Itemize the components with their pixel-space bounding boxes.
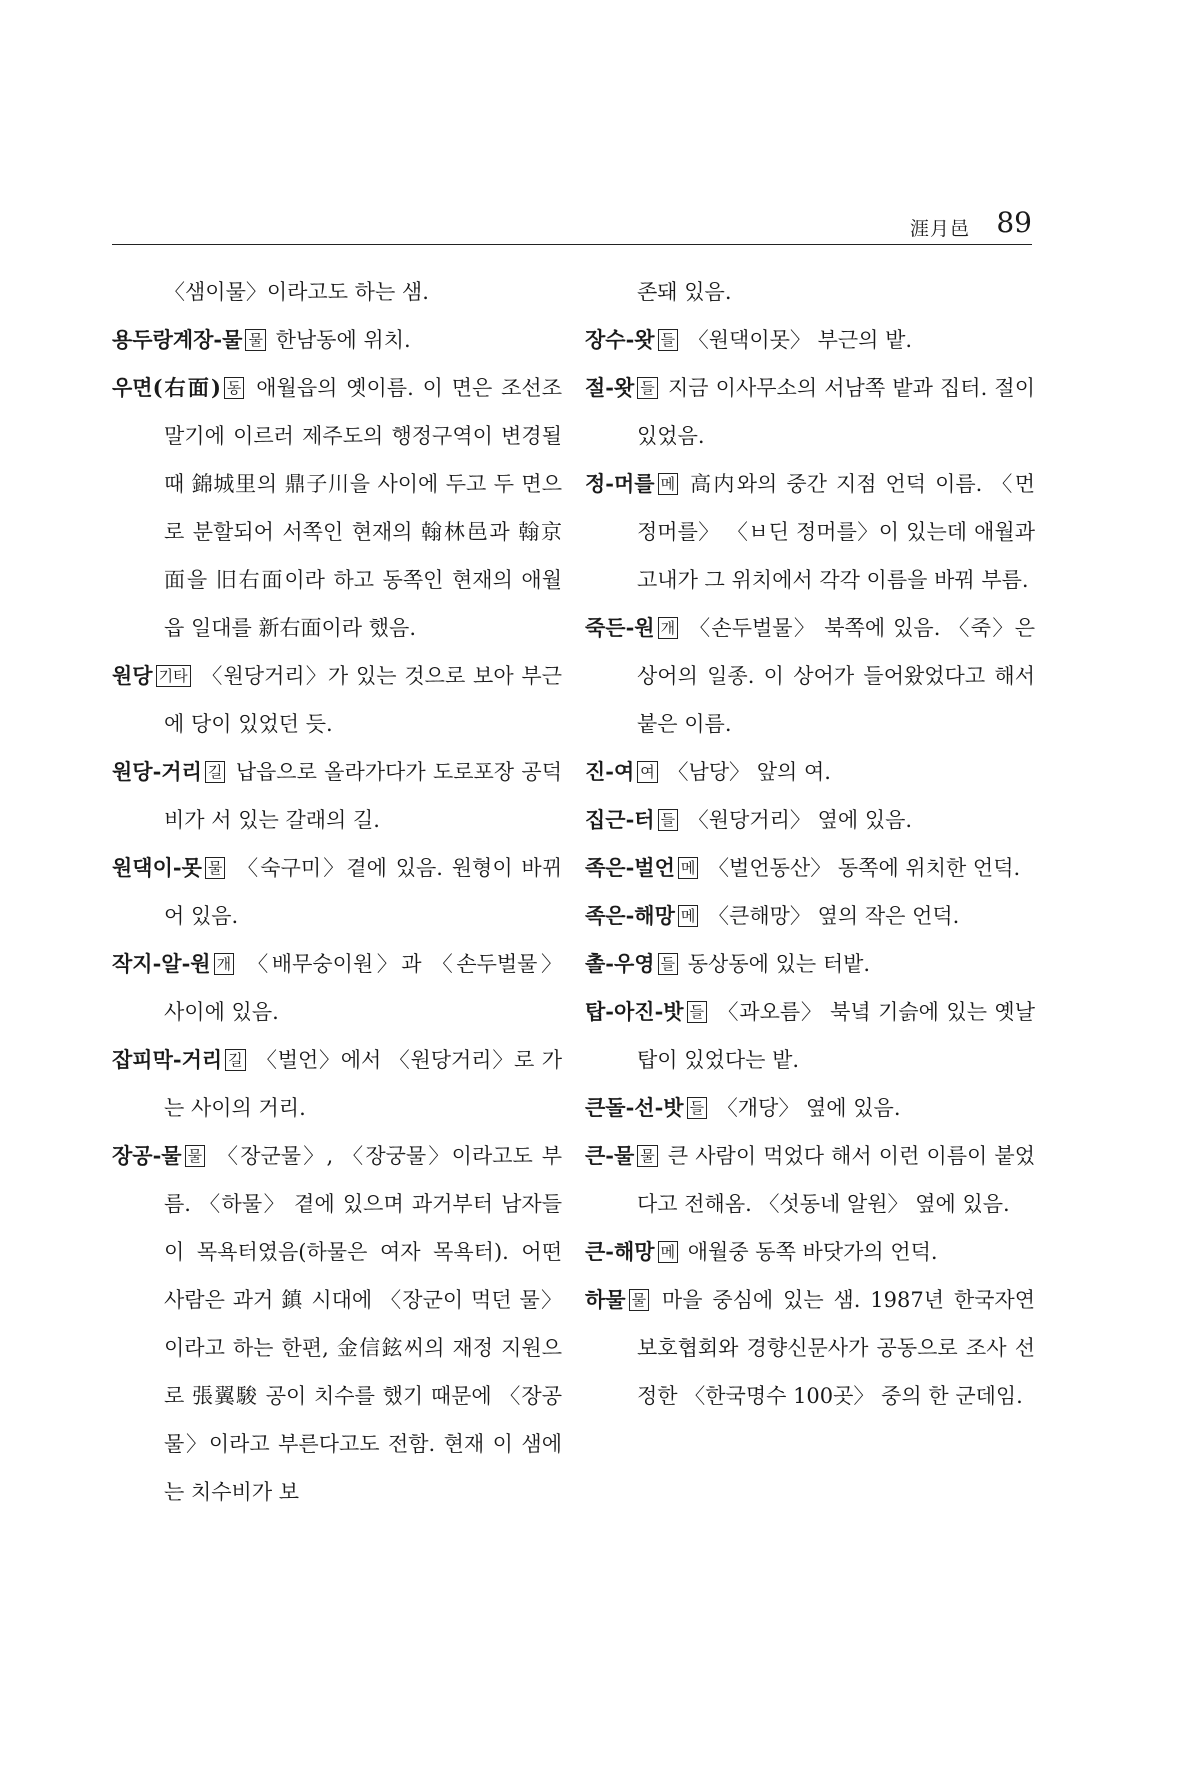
entry-headword: 탑-아진-밧 xyxy=(585,999,684,1024)
entry-text: 〈배무숭이원〉과 〈손두벌물〉 사이에 있음. xyxy=(164,952,562,1024)
dictionary-entry xyxy=(112,652,562,748)
entry-text: 납읍으로 올라가다가 도로포장 공덕비가 서 있는 갈래의 길. xyxy=(164,760,562,832)
dictionary-entry xyxy=(585,364,1035,460)
entry-text: 〈장군물〉, 〈장궁물〉이라고도 부름. 〈하물〉 곁에 있으며 과거부터 남자들이 목욕터였음(하물은 여자 목욕터). 어떤 사람은 과거 鎮 시대에 〈장군이 먹던 물〉이라고 하는 한편, 金信鉉씨의 재정 지원으로 張翼駿 공이 치수를 했기 때문에 〈장공물〉이라고 부른다고도 전함. 현재 이 샘에는 치수비가 보 xyxy=(164,1144,562,1504)
category-badge: 메 xyxy=(678,905,699,927)
header-title: 涯月邑 xyxy=(909,218,970,240)
entry-headword: 용두랑계장-물 xyxy=(112,327,243,352)
entry-text: 〈과오름〉 북녘 기슭에 있는 옛날 탑이 있었다는 밭. xyxy=(637,1000,1035,1072)
dictionary-entry xyxy=(585,1276,1035,1420)
dictionary-entry xyxy=(585,316,1035,364)
category-badge: 들 xyxy=(687,1001,708,1023)
dictionary-entry xyxy=(112,1036,562,1132)
category-badge: 물 xyxy=(637,1145,658,1167)
dictionary-entry xyxy=(112,1132,562,1516)
dictionary-entry xyxy=(112,748,562,844)
dictionary-entry xyxy=(585,988,1035,1084)
dictionary-entry xyxy=(585,1084,1035,1132)
category-badge: 들 xyxy=(637,377,658,399)
dictionary-entry xyxy=(585,748,1035,796)
entry-headword: 원댁이-못 xyxy=(112,855,202,880)
entry-headword: 족은-벌언 xyxy=(585,855,675,880)
dictionary-entry xyxy=(585,1228,1035,1276)
category-badge: 메 xyxy=(658,473,679,495)
entry-headword: 장공-물 xyxy=(112,1143,182,1168)
entry-text: 〈남당〉 앞의 여. xyxy=(660,760,831,784)
category-badge: 기타 xyxy=(156,665,191,687)
category-badge: 들 xyxy=(658,809,679,831)
dictionary-entry xyxy=(585,844,1035,892)
entry-headword: 큰-해망 xyxy=(585,1239,655,1264)
category-badge: 동 xyxy=(224,377,245,399)
entry-text: 한남동에 위치. xyxy=(268,328,411,352)
category-badge: 들 xyxy=(658,953,679,975)
entry-text: 동상동에 있는 터밭. xyxy=(681,952,871,976)
dictionary-entry xyxy=(112,364,562,652)
entry-headword: 원당-거리 xyxy=(112,759,202,784)
category-badge: 메 xyxy=(658,1241,679,1263)
entry-headword: 잡피막-거리 xyxy=(112,1047,223,1072)
entry-headword: 우면(右面) xyxy=(112,375,221,400)
entry-text: 존돼 있음. xyxy=(637,280,732,304)
entry-text: 〈벌언동산〉 동쪽에 위치한 언덕. xyxy=(701,856,1021,880)
entry-headword: 진-여 xyxy=(585,759,635,784)
entry-headword: 큰-물 xyxy=(585,1143,635,1168)
dictionary-entry xyxy=(112,316,562,364)
category-badge: 들 xyxy=(658,329,679,351)
entry-text: 〈벌언〉에서 〈원당거리〉로 가는 사이의 거리. xyxy=(164,1048,562,1120)
dictionary-entry xyxy=(585,796,1035,844)
entry-text: 〈손두벌물〉 북쪽에 있음. 〈죽〉은 상어의 일종. 이 상어가 들어왔었다고 해서 붙은 이름. xyxy=(637,616,1035,736)
dictionary-entry xyxy=(585,268,1035,316)
entry-headword: 촐-우영 xyxy=(585,951,655,976)
entry-text: 〈원당거리〉가 있는 것으로 보아 부근에 당이 있었던 듯. xyxy=(164,664,562,736)
entry-headword: 작지-알-원 xyxy=(112,951,211,976)
right-column xyxy=(585,268,1035,1420)
entry-text: 高内와의 중간 지점 언덕 이름. 〈먼 정머를〉 〈ㅂ딘 정머를〉이 있는데 애월과 고내가 그 위치에서 각각 이름을 바꿔 부름. xyxy=(637,472,1035,592)
entry-text: 〈숙구미〉곁에 있음. 원형이 바뀌어 있음. xyxy=(164,856,562,928)
entry-headword: 하물 xyxy=(585,1287,626,1312)
page-number: 89 xyxy=(996,206,1032,239)
category-badge: 길 xyxy=(225,1049,246,1071)
entry-text: 〈개당〉 옆에 있음. xyxy=(710,1096,901,1120)
dictionary-entry xyxy=(112,940,562,1036)
category-badge: 물 xyxy=(245,329,266,351)
category-badge: 물 xyxy=(185,1145,206,1167)
category-badge: 여 xyxy=(637,761,658,783)
category-badge: 물 xyxy=(205,857,226,879)
entry-text: 마을 중심에 있는 샘. 1987년 한국자연보호협회와 경향신문사가 공동으로 조사 선정한 〈한국명수 100곳〉 중의 한 군데임. xyxy=(637,1288,1035,1408)
entry-text: 애월중 동쪽 바닷가의 언덕. xyxy=(681,1240,938,1264)
dictionary-entry xyxy=(585,460,1035,604)
entry-headword: 큰돌-선-밧 xyxy=(585,1095,684,1120)
dictionary-entry xyxy=(112,268,562,316)
running-header xyxy=(112,192,1032,245)
entry-headword: 정-머를 xyxy=(585,471,655,496)
entry-text: 〈큰해망〉 옆의 작은 언덕. xyxy=(701,904,960,928)
entry-headword: 족은-해망 xyxy=(585,903,675,928)
entry-text: 〈샘이물〉이라고도 하는 샘. xyxy=(164,280,429,304)
entry-text: 〈원댁이못〉 부근의 밭. xyxy=(681,328,913,352)
category-badge: 물 xyxy=(629,1289,650,1311)
category-badge: 메 xyxy=(678,857,699,879)
category-badge: 들 xyxy=(687,1097,708,1119)
entry-headword: 절-왓 xyxy=(585,375,635,400)
entry-text: 〈원당거리〉 옆에 있음. xyxy=(681,808,913,832)
dictionary-entry xyxy=(585,1132,1035,1228)
entry-headword: 집근-터 xyxy=(585,807,655,832)
entry-text: 지금 이사무소의 서남쪽 밭과 집터. 절이 있었음. xyxy=(637,376,1035,448)
dictionary-entry xyxy=(585,892,1035,940)
entry-text: 큰 사람이 먹었다 해서 이런 이름이 붙었다고 전해옴. 〈섯동네 알원〉 옆에 있음. xyxy=(637,1144,1035,1216)
entry-headword: 죽든-원 xyxy=(585,615,655,640)
left-column xyxy=(112,268,562,1516)
dictionary-entry xyxy=(112,844,562,940)
dictionary-entry xyxy=(585,940,1035,988)
category-badge: 개 xyxy=(214,953,235,975)
category-badge: 개 xyxy=(658,617,679,639)
dictionary-entry xyxy=(585,604,1035,748)
entry-headword: 원당 xyxy=(112,663,153,688)
category-badge: 길 xyxy=(205,761,226,783)
entry-text: 애월읍의 옛이름. 이 면은 조선조 말기에 이르러 제주도의 행정구역이 변경될 때 錦城里의 鼎子川을 사이에 두고 두 면으로 분할되어 서쪽인 현재의 翰林邑과 翰京面을 旧右面이라 하고 동쪽인 현재의 애월읍 일대를 新右面이라 했음. xyxy=(164,376,562,640)
entry-headword: 장수-왓 xyxy=(585,327,655,352)
